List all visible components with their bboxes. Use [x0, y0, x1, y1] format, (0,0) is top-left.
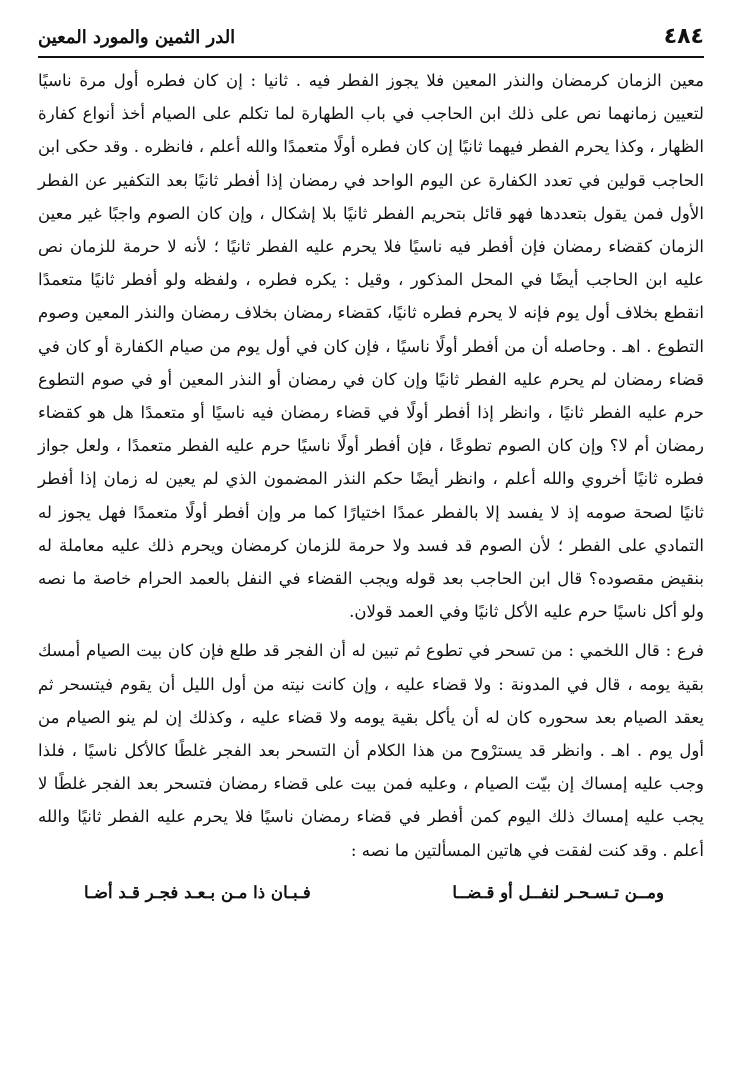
body-text	[38, 64, 704, 867]
page-header	[38, 24, 704, 58]
running-title: الدر الثمين والمورد المعين	[38, 27, 236, 48]
page-number: ٤٨٤	[663, 24, 704, 49]
paragraph-far: فرع : قال اللخمي : من تسحر في تطوع ثم تبين له أن الفجر قد طلع فإن كان بيت الصيام أمسك بقية يومه ، قال في المدونة : ولا قضاء عليه ، وإن كانت نيته من أول الليل أن يقوم فيتسحر ثم يعقد الصيام بعد سحوره كان له أن يأكل بقية يومه ولا قضاء عليه ، وكذلك إن لم ينو الصيام من أول يوم . اهـ . وانظر قد يسترْوح من هذا الكلام أن التسحر بعد الفجر غلطًا كالأكل ناسيًا ، فلذا وجب عليه إمساك إن بيّت الصيام ، وعليه فمن بيت على قضاء رمضان فتسحر بعد الفجر غلطًا لا يجب عليه إمساك ذلك اليوم كمن أفطر في قضاء رمضان ناسيًا فلا يحرم عليه الفطر ثانيًا والله أعلم . وقد كنت لفقت في هاتين المسألتين ما نصه :	[38, 641, 704, 860]
book-page	[38, 24, 704, 1064]
verse-second-hemistich: فـبـان ذا مـن بـعـد فجـر قـد أضـا	[84, 881, 311, 902]
paragraph-main: معين الزمان كرمضان والنذر المعين فلا يجوز الفطر فيه . ثانيا : إن كان فطره أول مرة ناسيًا لتعيين زمانهما نص على ذلك ابن الحاجب في باب الطهارة لما تكلم على الصيام أخذ أنواع كفارة الظهار ، وكذا يحرم الفطر فيهما ثانيًا إن كان فطره أولًا متعمدًا والله أعلم ، فانظره . وقد حكى ابن الحاجب قولين في تعدد الكفارة عن اليوم الواحد في رمضان إذا أفطر ثانيًا بعد التكفير عن الفطر الأول فمن يقول بتعددها فهو قائل بتحريم الفطر ثانيًا بلا إشكال ، وإن كان الصوم واجبًا غير معين الزمان كقضاء رمضان فإن أفطر فيه ناسيًا فلا يحرم عليه الفطر ثانيًا ؛ لأنه لا حرمة للزمان نص عليه ابن الحاجب أيضًا في المحل المذكور ، وقيل : يكره فطره ، ولفظه ولو أفطر ثانيًا متعمدًا انقطع بخلاف أول يوم فإنه لا يحرم فطره ثانيًا، كقضاء رمضان بخلاف رمضان والنذر المعين وصوم التطوع . اهـ . وحاصله أن من أفطر أولًا ناسيًا ، فإن كان في أول يوم من صيام الكفارة أو كان في قضاء رمضان لم يحرم عليه الفطر ثانيًا وإن كان في رمضان أو النذر المعين أو في صوم التطوع حرم عليه الفطر ثانيًا ، وانظر إذا أفطر أولًا في قضاء رمضان فيه ناسيًا أو متعمدًا هل هو كقضاء رمضان أم لا؟ وإن كان الصوم تطوعًا ، فإن أفطر أولًا ناسيًا حرم عليه الفطر متعمدًا ، ولعل جواز فطره ثانيًا أخروي والله أعلم ، وانظر أيضًا حكم النذر المضمون الذي لم يعين له زمان إذا أفطر ثانيًا لصحة صومه إذ لا يفسد إلا بالفطر عمدًا اختيارًا كما مر وإن أفطر أولًا متعمدًا فهل يجوز له التمادي على الفطر ؛ لأن الصوم قد فسد ولا حرمة للزمان كرمضان ويحرم ذلك عليه معاملة له بنقيض مقصوده؟ قال ابن الحاجب بعد قوله ويجب القضاء في النفل بالعمد الحرام خاصة ما نصه ولو أكل ناسيًا حرم عليه الأكل ثانيًا وفي العمد قولان.	[38, 71, 704, 622]
poem-verse	[38, 875, 704, 909]
verse-first-hemistich: ومــن تـسـحـر لنفــل أو قـضــا	[452, 881, 664, 902]
